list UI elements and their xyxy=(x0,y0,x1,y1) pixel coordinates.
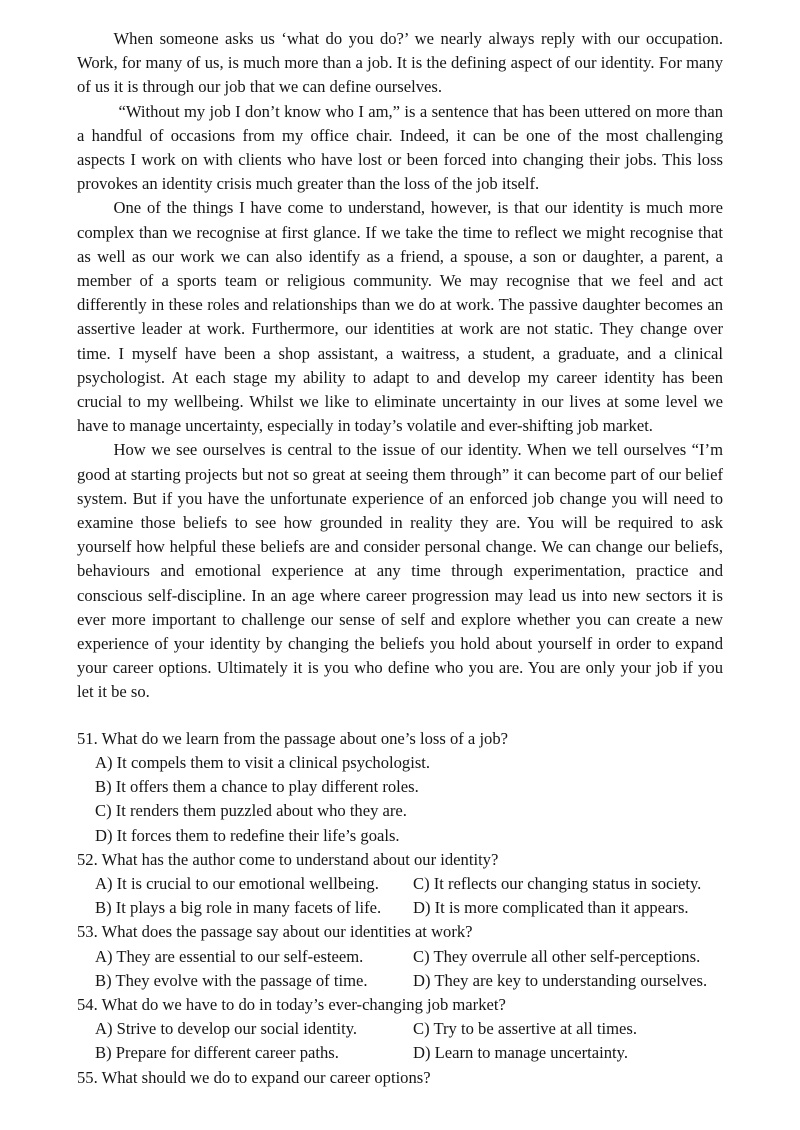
question-stem: 53. What does the passage say about our identities at work? xyxy=(77,922,473,942)
option-c: C) Try to be assertive at all times. xyxy=(413,1019,637,1039)
question-list xyxy=(77,727,723,1090)
option-row xyxy=(77,872,723,896)
option-d: D) It is more complicated than it appears. xyxy=(413,898,689,918)
option-a: A) It compels them to visit a clinical psychologist. xyxy=(95,752,431,772)
question-51 xyxy=(77,727,723,848)
question-stem: 55. What should we do to expand our career options? xyxy=(77,1067,431,1087)
option-b: B) It plays a big role in many facets of life. xyxy=(95,898,382,918)
option-a: A) Strive to develop our social identity. xyxy=(95,1019,358,1039)
passage-paragraph-4: How we see ourselves is central to the issue of our identity. When we tell ourselves “I’m good at starting projects but not so great at seeing them through” it can become part of our belief system. But if you have the unfortunate experience of an enforced job change you will need to examine those beliefs to see how grounded in reality they are. You will be required to ask yourself how helpful these beliefs are and consider personal change. We can change our beliefs, behaviours and emotional experience at any time through experimentation, practice and conscious self-discipline. In an age where career progression may lead us into new sectors it is ever more important to challenge our sense of self and explore whether you can create a new experience of your identity by changing the beliefs you hold about yourself in order to expand your career options. Ultimately it is you who define who you are. You are only your job if you let it be so. xyxy=(77,440,723,702)
option-row xyxy=(77,945,723,969)
question-53 xyxy=(77,920,723,993)
passage-paragraph-1: When someone asks us ‘what do you do?’ we nearly always reply with our occupation. Work, for many of us, is much more than a job. It is the defining aspect of our identity. For many of us it is through our job that we can define ourselves. xyxy=(77,29,723,97)
question-54 xyxy=(77,993,723,1066)
passage-paragraph-3: One of the things I have come to understand, however, is that our identity is much more complex than we recognise at first glance. If we take the time to reflect we might recognise that as well as our work we can also identify as a friend, a spouse, a son or daughter, a parent, a member of a sports team or religious community. We may recognise that we feel and act differently in these roles and relationships than we do at work. The passive daughter becomes an assertive leader at work. Furthermore, our identities at work are not static. They change over time. I myself have been a shop assistant, a waitress, a student, a graduate, and a clinical psychologist. At each stage my ability to adapt to and develop my career identity has been crucial to my wellbeing. Whilst we like to eliminate uncertainty in our lives at some level we have to manage uncertainty, especially in today’s volatile and ever-shifting job market. xyxy=(77,198,723,436)
option-row xyxy=(77,969,723,993)
option-d: D) They are key to understanding ourselves. xyxy=(413,970,708,990)
option-c: C) They overrule all other self-perceptions. xyxy=(413,946,701,966)
option-b: B) Prepare for different career paths. xyxy=(95,1043,339,1063)
option-d: D) It forces them to redefine their life’s goals. xyxy=(95,825,400,845)
option-row xyxy=(77,1017,723,1041)
passage-paragraph-2: “Without my job I don’t know who I am,” is a sentence that has been uttered on more than a handful of occasions from my office chair. Indeed, it can be one of the most challenging aspects I work on with clients who have lost or been forced into changing their jobs. This loss provokes an identity crisis much greater than the loss of the job itself. xyxy=(77,101,723,194)
question-stem: 52. What has the author come to understand about our identity? xyxy=(77,849,499,869)
question-55 xyxy=(77,1066,723,1090)
option-b: B) They evolve with the passage of time. xyxy=(95,970,368,990)
exam-page xyxy=(77,27,723,1090)
option-c: C) It reflects our changing status in society. xyxy=(413,873,702,893)
passage-question-gap xyxy=(77,705,723,727)
option-d: D) Learn to manage uncertainty. xyxy=(413,1043,629,1063)
option-b: B) It offers them a chance to play different roles. xyxy=(95,777,419,797)
reading-passage xyxy=(77,27,723,705)
question-stem: 51. What do we learn from the passage about one’s loss of a job? xyxy=(77,728,509,748)
option-row xyxy=(77,1041,723,1065)
question-52 xyxy=(77,848,723,921)
option-a: A) They are essential to our self-esteem. xyxy=(95,946,364,966)
option-a: A) It is crucial to our emotional wellbeing. xyxy=(95,873,379,893)
question-stem: 54. What do we have to do in today’s ever-changing job market? xyxy=(77,994,506,1014)
option-c: C) It renders them puzzled about who they are. xyxy=(95,801,407,821)
option-row xyxy=(77,896,723,920)
